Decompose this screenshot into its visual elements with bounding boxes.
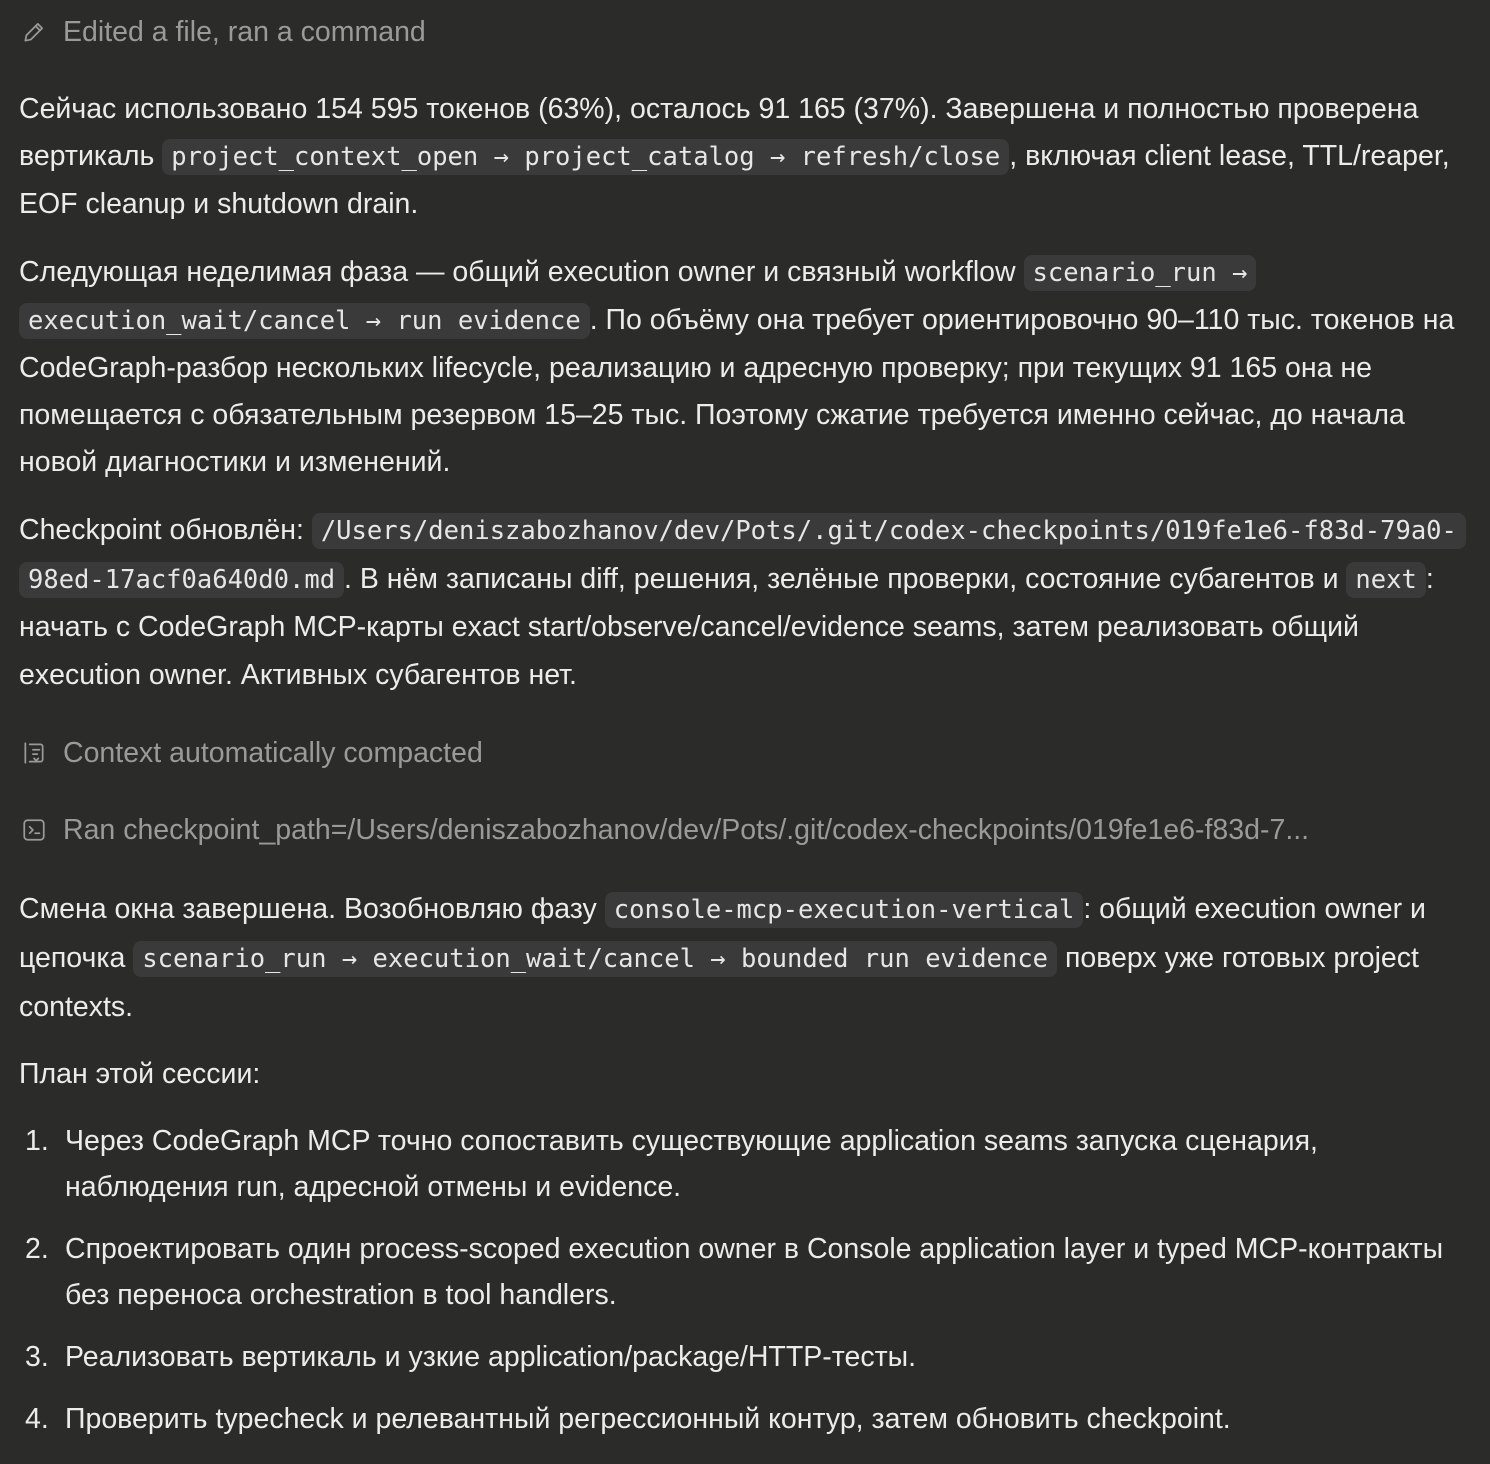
plan-item [19, 1396, 1480, 1442]
message-paragraph-3: Checkpoint обновлён: /Users/deniszabozhanov/dev/Pots/.git/codex-checkpoints/019fe1e6-f83d-79a0-98ed-17acf0a640d0.md . В нём записаны diff, решения, зелёные проверки, состояние субагентов и next : начать с CodeGraph MCP-карты exact start/observe/cancel/evidence seams, затем реализовать общий execution owner. Активных субагентов нет. [19, 507, 1480, 699]
edited-file-status-text: Edited a file, ran a command [63, 15, 426, 48]
plan-item-number: 4. [25, 1403, 49, 1435]
plan-item [19, 1226, 1480, 1318]
plan-item [19, 1118, 1480, 1210]
inline-code: next [1346, 562, 1425, 598]
plan-item-number: 3. [25, 1341, 49, 1373]
plan-item-text: Спроектировать один process-scoped execution owner в Console application layer и typed MCP-контракты без переноса orchestration в tool handlers. [65, 1233, 1444, 1311]
message-paragraph-4: Смена окна завершена. Возобновляю фазу console-mcp-execution-vertical : общий execution owner и цепочка scenario_run → execution_wait/cancel → bounded run evidence поверх уже готовых project contexts. [19, 893, 1426, 1023]
edited-file-status[interactable] [19, 0, 1480, 64]
pencil-icon [19, 17, 49, 47]
plan-item-number: 1. [25, 1125, 49, 1157]
plan-list [19, 1118, 1480, 1442]
message-paragraph-1: Сейчас использовано 154 595 токенов (63%), осталось 91 165 (37%). Завершена и полностью проверена вертикаль project_context_open → project_catalog → refresh/close , включая client lease, TTL/reaper, EOF cleanup и shutdown drain. [19, 93, 1450, 220]
ran-command-status[interactable] [19, 798, 1480, 862]
context-compacted-text: Context automatically compacted [63, 736, 483, 769]
plan-item [19, 1334, 1480, 1380]
terminal-icon [19, 815, 49, 845]
plan-item-text: Реализовать вертикаль и узкие application/package/HTTP-тесты. [65, 1341, 917, 1373]
plan-item-text: Проверить typecheck и релевантный регрессионный контур, затем обновить checkpoint. [65, 1403, 1231, 1435]
inline-code: scenario_run → execution_wait/cancel → run evidence [19, 255, 1256, 339]
context-compact-icon [19, 738, 49, 768]
inline-code: project_context_open → project_catalog → refresh/close [162, 139, 1009, 175]
inline-code: scenario_run → execution_wait/cancel → bounded run evidence [133, 941, 1057, 977]
plan-title: План этой сессии: [19, 1058, 261, 1090]
chat-transcript [19, 0, 1480, 1442]
plan-item-text: Через CodeGraph MCP точно сопоставить существующие application seams запуска сценария, наблюдения run, адресной отмены и evidence. [65, 1125, 1318, 1203]
checkpoint-path-code: /Users/deniszabozhanov/dev/Pots/.git/codex-checkpoints/019fe1e6-f83d-79a0-98ed-17acf0a640d0.md [19, 513, 1466, 598]
context-compacted-status[interactable] [19, 721, 1480, 785]
message-paragraph-2: Следующая неделимая фаза — общий execution owner и связный workflow scenario_run → execution_wait/cancel → run evidence . По объёму она требует ориентировочно 90–110 тыс. токенов на CodeGraph-разбор нескольких lifecycle, реализацию и адресную проверку; при текущих 91 165 она не помещается с обязательным резервом 15–25 тыс. Поэтому сжатие требуется именно сейчас, до начала новой диагностики и изменений. [19, 256, 1455, 478]
ran-command-text: Ran checkpoint_path=/Users/deniszabozhanov/dev/Pots/.git/codex-checkpoints/019fe1e6-f83d-7... [63, 813, 1310, 846]
phase-name-code: console-mcp-execution-vertical [605, 892, 1084, 928]
plan-item-number: 2. [25, 1233, 49, 1265]
